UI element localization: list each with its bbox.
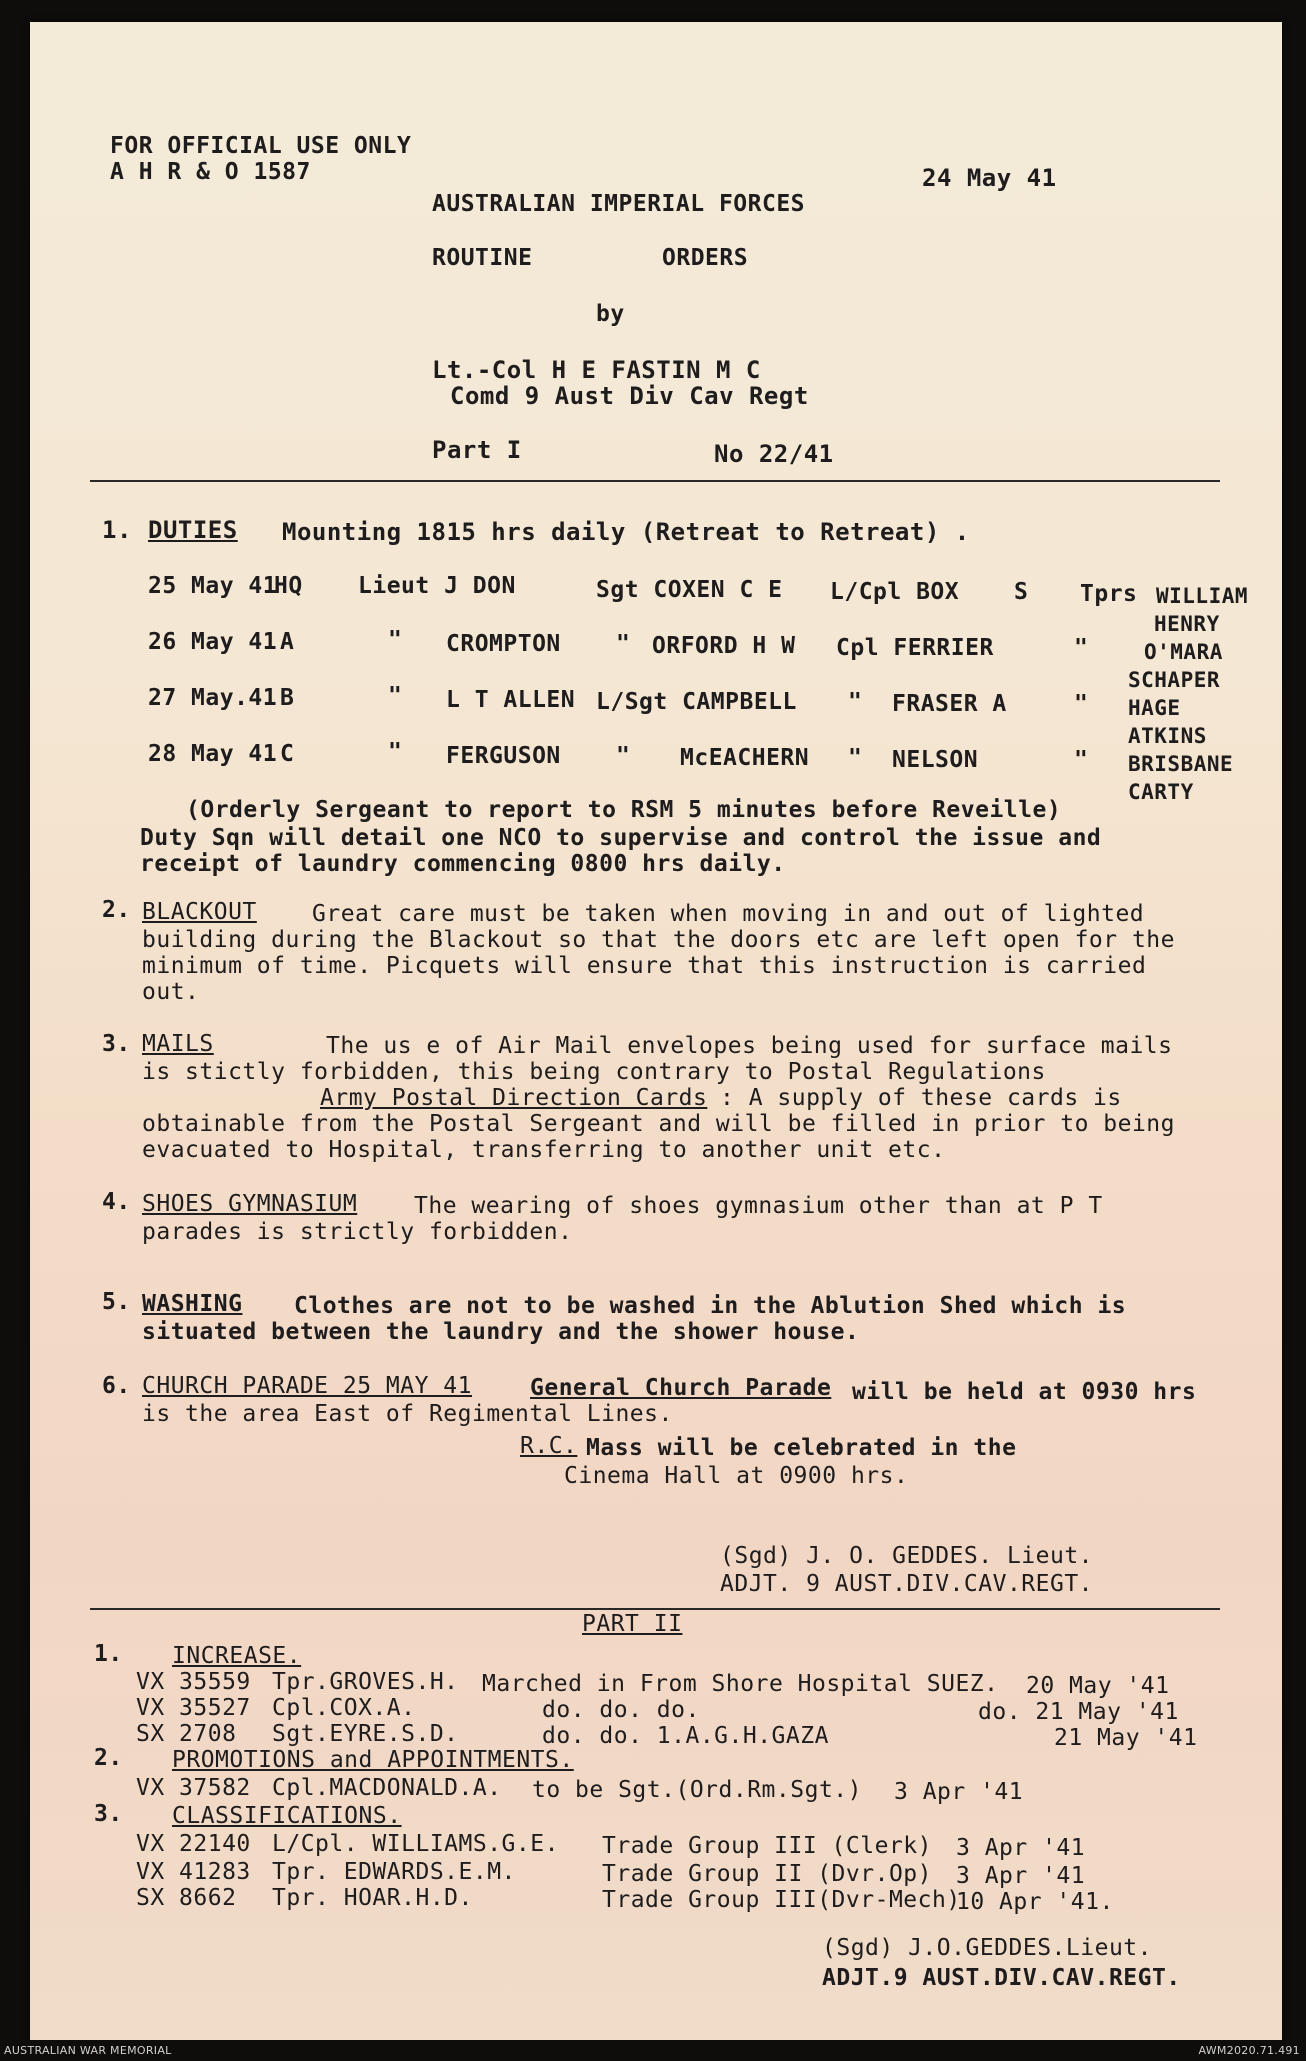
commanding-officer: Lt.-Col H E FASTIN M C bbox=[432, 356, 761, 384]
section-number: 3. bbox=[94, 1801, 123, 1827]
signature-2-line-1: (Sgd) J.O.GEDDES.Lieut. bbox=[822, 1935, 1152, 1961]
item-3-subline-1: : A supply of these cards is bbox=[720, 1085, 1122, 1111]
entry-date: do. 21 May '41 bbox=[978, 1699, 1179, 1725]
item-3-line-1: The us e of Air Mail envelopes being used for surface mails bbox=[326, 1033, 1173, 1059]
trooper-name: ATKINS bbox=[1128, 724, 1207, 748]
item-4-number: 4. bbox=[102, 1189, 131, 1215]
official-use-label: FOR OFFICIAL USE ONLY bbox=[110, 133, 412, 159]
item-1-number: 1. bbox=[102, 516, 132, 544]
item-4-line-1: The wearing of shoes gymnasium other than at P T bbox=[414, 1193, 1103, 1219]
item-6-subheading: General Church Parade bbox=[530, 1375, 832, 1401]
trooper-name: SCHAPER bbox=[1128, 668, 1221, 692]
footer-accession-number: AWM2020.71.491 bbox=[1198, 2044, 1300, 2057]
member-name: Tpr. HOAR.H.D. bbox=[272, 1885, 473, 1911]
section-heading: INCREASE. bbox=[172, 1643, 302, 1669]
entry-detail: Trade Group III(Dvr-Mech) bbox=[602, 1887, 961, 1913]
ditto-mark: " bbox=[848, 745, 863, 771]
duty-corporal: FRASER A bbox=[892, 691, 1007, 717]
duty-sergeant: Sgt COXEN C E bbox=[596, 577, 783, 603]
item-2-number: 2. bbox=[102, 897, 131, 923]
item-5-number: 5. bbox=[102, 1289, 131, 1315]
duty-sergeant: ORFORD H W bbox=[652, 633, 796, 659]
item-1-note-1: (Orderly Sergeant to report to RSM 5 minutes before Reveille) bbox=[186, 797, 1062, 823]
duty-corporal: L/Cpl BOX bbox=[830, 579, 960, 605]
section-heading: PROMOTIONS and APPOINTMENTS. bbox=[172, 1747, 574, 1773]
item-5-line-1: Clothes are not to be washed in the Ablution Shed which is bbox=[294, 1293, 1127, 1319]
entry-date: 10 Apr '41. bbox=[956, 1889, 1114, 1915]
title-orders: ORDERS bbox=[662, 245, 749, 271]
duty-corporal: Cpl FERRIER bbox=[836, 635, 994, 661]
member-name: Cpl.MACDONALD.A. bbox=[272, 1775, 502, 1801]
duty-date: 27 May.41 bbox=[148, 685, 278, 711]
duty-initial: " bbox=[1074, 691, 1089, 717]
ditto-mark: " bbox=[388, 739, 403, 765]
footer-archive-name: AUSTRALIAN WAR MEMORIAL bbox=[4, 2044, 172, 2057]
document-page bbox=[30, 22, 1282, 2040]
title-line-1: AUSTRALIAN IMPERIAL FORCES bbox=[432, 191, 806, 217]
duty-officer: FERGUSON bbox=[446, 743, 561, 769]
member-name: Tpr.GROVES.H. bbox=[272, 1669, 459, 1695]
member-name: L/Cpl. WILLIAMS.G.E. bbox=[272, 1831, 559, 1857]
duty-initial: " bbox=[1074, 635, 1089, 661]
duty-date: 28 May 41 bbox=[148, 741, 278, 767]
entry-date: 20 May '41 bbox=[1026, 1673, 1170, 1699]
duty-sqn: HQ bbox=[274, 573, 303, 599]
member-name: Cpl.COX.A. bbox=[272, 1695, 416, 1721]
service-number: VX 37582 bbox=[136, 1775, 251, 1801]
signature-1-line-2: ADJT. 9 AUST.DIV.CAV.REGT. bbox=[720, 1571, 1094, 1597]
title-routine: ROUTINE bbox=[432, 245, 533, 271]
order-number: No 22/41 bbox=[714, 440, 834, 468]
duty-troopers-label: Tprs bbox=[1080, 581, 1138, 607]
duty-sergeant: McEACHERN bbox=[680, 745, 810, 771]
item-4-heading: SHOES GYMNASIUM bbox=[142, 1191, 358, 1217]
item-2-heading: BLACKOUT bbox=[142, 899, 257, 925]
trooper-name: HENRY bbox=[1154, 612, 1220, 636]
item-3-number: 3. bbox=[102, 1031, 131, 1057]
item-6-line-3: Mass will be celebrated in the bbox=[586, 1435, 1017, 1461]
command-unit: Comd 9 Aust Div Cav Regt bbox=[450, 382, 809, 410]
item-1-text: Mounting 1815 hrs daily (Retreat to Retreat) . bbox=[282, 518, 970, 546]
item-5-line-2: situated between the laundry and the shower house. bbox=[142, 1319, 860, 1345]
section-number: 1. bbox=[94, 1641, 123, 1667]
item-2-line-4: out. bbox=[142, 979, 200, 1005]
archive-footer bbox=[0, 2040, 1306, 2061]
trooper-name: WILLIAM bbox=[1156, 584, 1249, 608]
entry-date: 3 Apr '41 bbox=[956, 1835, 1086, 1861]
part-2-title: PART II bbox=[582, 1611, 683, 1637]
duty-date: 26 May 41 bbox=[148, 629, 278, 655]
item-6-rc: R.C. bbox=[520, 1433, 578, 1459]
trooper-name: HAGE bbox=[1128, 696, 1181, 720]
service-number: VX 41283 bbox=[136, 1859, 251, 1885]
entry-date: 3 Apr '41 bbox=[956, 1863, 1086, 1889]
duty-officer: CROMPTON bbox=[446, 631, 561, 657]
entry-detail: do. do. do. bbox=[542, 1697, 700, 1723]
duty-corporal: NELSON bbox=[892, 747, 979, 773]
duty-officer: L T ALLEN bbox=[446, 687, 576, 713]
item-1-heading: DUTIES bbox=[148, 516, 238, 544]
duty-officer: Lieut J DON bbox=[358, 573, 516, 599]
entry-detail: to be Sgt.(Ord.Rm.Sgt.) bbox=[532, 1777, 862, 1803]
title-by: by bbox=[596, 301, 625, 327]
service-number: SX 8662 bbox=[136, 1885, 237, 1911]
section-number: 2. bbox=[94, 1745, 123, 1771]
item-3-line-2: is stictly forbidden, this being contrary to Postal Regulations bbox=[142, 1059, 1046, 1085]
item-6-line-4: Cinema Hall at 0900 hrs. bbox=[564, 1463, 909, 1489]
duty-initial: S bbox=[1014, 579, 1029, 605]
duty-sqn: B bbox=[280, 685, 295, 711]
member-name: Sgt.EYRE.S.D. bbox=[272, 1721, 459, 1747]
entry-detail: Trade Group II (Dvr.Op) bbox=[602, 1861, 932, 1887]
ditto-mark: " bbox=[388, 627, 403, 653]
service-number: SX 2708 bbox=[136, 1721, 237, 1747]
reference-number: A H R & O 1587 bbox=[110, 159, 311, 185]
signature-2-line-2: ADJT.9 AUST.DIV.CAV.REGT. bbox=[822, 1965, 1181, 1991]
header-divider bbox=[90, 480, 1220, 482]
item-6-line-1: will be held at 0930 hrs bbox=[852, 1379, 1197, 1405]
ditto-mark: " bbox=[388, 683, 403, 709]
item-5-heading: WASHING bbox=[142, 1291, 243, 1317]
item-6-line-2: is the area East of Regimental Lines. bbox=[142, 1401, 673, 1427]
item-2-line-3: minimum of time. Picquets will ensure that this instruction is carried bbox=[142, 953, 1147, 979]
member-name: Tpr. EDWARDS.E.M. bbox=[272, 1859, 516, 1885]
service-number: VX 22140 bbox=[136, 1831, 251, 1857]
signature-1-line-1: (Sgd) J. O. GEDDES. Lieut. bbox=[720, 1543, 1094, 1569]
service-number: VX 35527 bbox=[136, 1695, 251, 1721]
trooper-name: BRISBANE bbox=[1128, 752, 1234, 776]
item-4-line-2: parades is strictly forbidden. bbox=[142, 1219, 573, 1245]
duty-date: 25 May 41 bbox=[148, 573, 278, 599]
item-3-subline-3: evacuated to Hospital, transferring to another unit etc. bbox=[142, 1137, 946, 1163]
section-heading: CLASSIFICATIONS. bbox=[172, 1803, 402, 1829]
duty-sqn: C bbox=[280, 741, 295, 767]
entry-date: 3 Apr '41 bbox=[894, 1779, 1024, 1805]
item-2-line-2: building during the Blackout so that the doors etc are left open for the bbox=[142, 927, 1175, 953]
entry-detail: do. do. 1.A.G.H.GAZA bbox=[542, 1723, 829, 1749]
duty-initial: " bbox=[1074, 747, 1089, 773]
ditto-mark: " bbox=[616, 631, 631, 657]
trooper-name: O'MARA bbox=[1144, 640, 1223, 664]
entry-detail: Trade Group III (Clerk) bbox=[602, 1833, 932, 1859]
service-number: VX 35559 bbox=[136, 1669, 251, 1695]
item-3-subheading: Army Postal Direction Cards bbox=[320, 1085, 708, 1111]
ditto-mark: " bbox=[848, 689, 863, 715]
item-2-line-1: Great care must be taken when moving in and out of lighted bbox=[312, 901, 1145, 927]
duty-sergeant: L/Sgt CAMPBELL bbox=[596, 689, 797, 715]
item-3-heading: MAILS bbox=[142, 1031, 214, 1057]
item-1-note-3: receipt of laundry commencing 0800 hrs daily. bbox=[140, 851, 786, 877]
item-6-heading: CHURCH PARADE 25 MAY 41 bbox=[142, 1373, 472, 1399]
entry-date: 21 May '41 bbox=[1054, 1725, 1198, 1751]
entry-detail: Marched in From Shore Hospital SUEZ. bbox=[482, 1671, 999, 1697]
item-1-note-2: Duty Sqn will detail one NCO to supervise and control the issue and bbox=[140, 825, 1102, 851]
item-6-number: 6. bbox=[102, 1373, 131, 1399]
document-date: 24 May 41 bbox=[922, 164, 1057, 192]
trooper-name: CARTY bbox=[1128, 780, 1194, 804]
part-label: Part I bbox=[432, 436, 522, 464]
duty-sqn: A bbox=[280, 629, 295, 655]
ditto-mark: " bbox=[616, 743, 631, 769]
item-3-subline-2: obtainable from the Postal Sergeant and will be filled in prior to being bbox=[142, 1111, 1175, 1137]
